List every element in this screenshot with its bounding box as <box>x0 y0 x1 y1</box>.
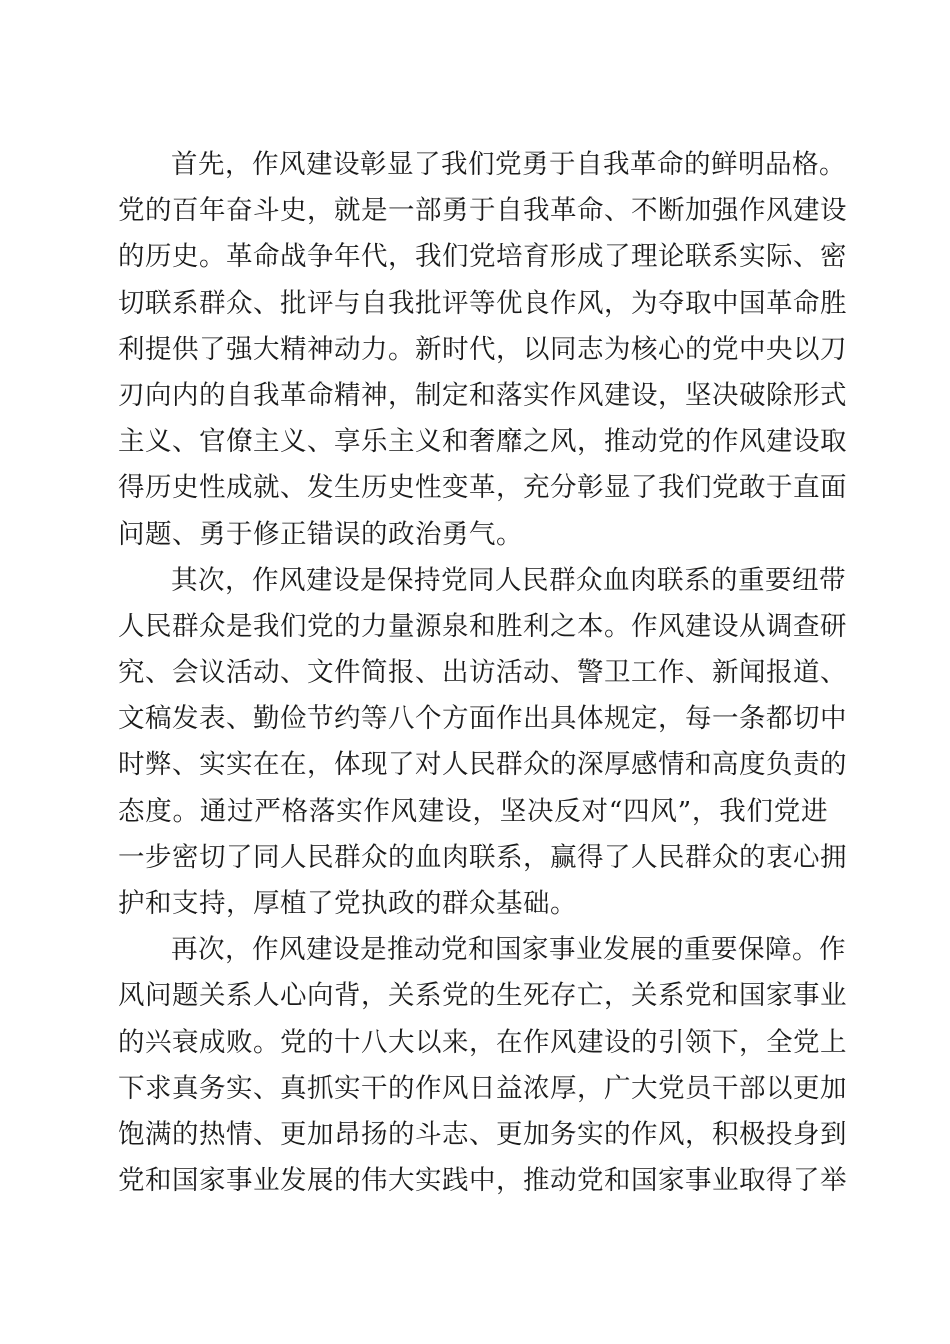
text-line: 切联系群众、批评与自我批评等优良作风，为夺取中国革命胜 <box>118 287 847 319</box>
text-line: 一步密切了同人民群众的血肉联系，赢得了人民群众的衷心拥 <box>118 841 847 873</box>
text-line: 风问题关系人心向背，关系党的生死存亡，关系党和国家事业 <box>118 980 847 1012</box>
text-line: 党的百年奋斗史，就是一部勇于自我革命、不断加强作风建设 <box>118 195 847 227</box>
text-line: 下求真务实、真抓实干的作风日益浓厚，广大党员干部以更加 <box>118 1072 847 1104</box>
text-line: 的历史。革命战争年代，我们党培育形成了理论联系实际、密 <box>118 241 847 273</box>
text-line: 护和支持，厚植了党执政的群众基础。 <box>118 888 577 919</box>
text-line: 其次，作风建设是保持党同人民群众血肉联系的重要纽带 <box>171 564 846 596</box>
text-line: 刃向内的自我革命精神，制定和落实作风建设，坚决破除形式 <box>118 379 847 411</box>
text-line: 的兴衰成败。党的十八大以来，在作风建设的引领下，全党上 <box>118 1026 847 1058</box>
text-line: 饱满的热情、更加昂扬的斗志、更加务实的作风，积极投身到 <box>118 1118 847 1150</box>
text-line: 人民群众是我们党的力量源泉和胜利之本。作风建设从调查研 <box>118 610 847 642</box>
paragraph-self-revolution <box>118 142 847 558</box>
text-line: 再次，作风建设是推动党和国家事业发展的重要保障。作 <box>171 934 846 966</box>
text-line: 问题、勇于修正错误的政治勇气。 <box>118 518 523 550</box>
text-line: 文稿发表、勤俭节约等八个方面作出具体规定，每一条都切中 <box>118 703 847 735</box>
text-line: 主义、官僚主义、享乐主义和奢靡之风，推动党的作风建设取 <box>118 426 847 458</box>
paragraph-people-ties <box>118 558 847 928</box>
text-line: 利提供了强大精神动力。新时代，以同志为核心的党中央以刀 <box>118 333 847 365</box>
text-line: 党和国家事业发展的伟大实践中，推动党和国家事业取得了举 <box>118 1165 847 1197</box>
text-line: 态度。通过严格落实作风建设，坚决反对“四风”，我们党进 <box>118 795 828 827</box>
document-body <box>118 142 847 1204</box>
text-line: 得历史性成就、发生历史性变革，充分彰显了我们党敢于直面 <box>118 472 847 504</box>
text-line: 时弊、实实在在，体现了对人民群众的深厚感情和高度负责的 <box>118 749 847 781</box>
text-line: 究、会议活动、文件简报、出访活动、警卫工作、新闻报道、 <box>118 657 847 689</box>
text-line: 首先，作风建设彰显了我们党勇于自我革命的鲜明品格。 <box>171 149 846 180</box>
paragraph-development-guarantee <box>118 927 847 1204</box>
